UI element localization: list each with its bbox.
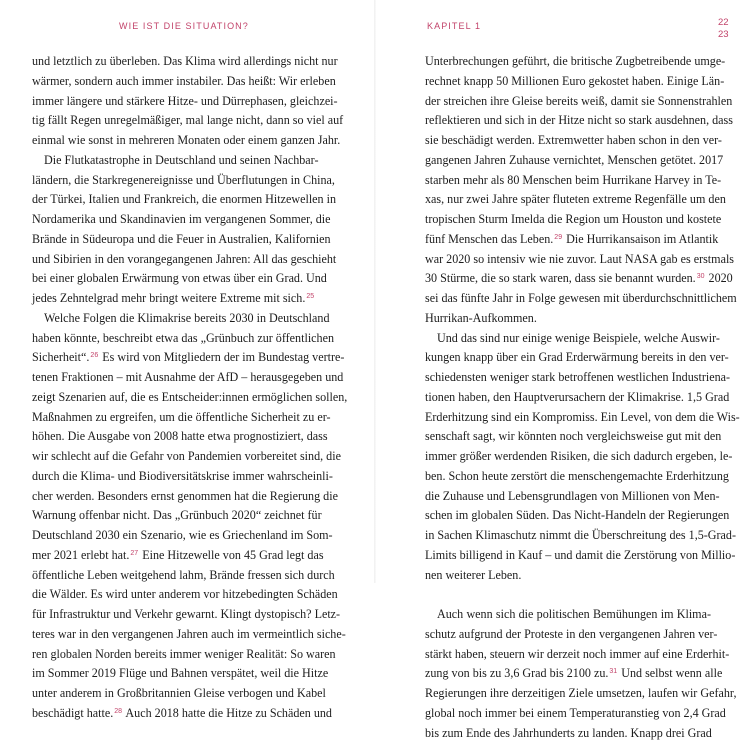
text-line [425, 230, 711, 250]
line-text: ren globalen Norden bereits immer weniger Realität: So waren [32, 647, 336, 661]
footnote-ref[interactable]: 28 [114, 708, 122, 715]
text-line [425, 546, 711, 566]
text-line [425, 704, 711, 724]
line-text: starben mehr als 80 Menschen beim Hurrikane Harvey in Te- [425, 173, 721, 187]
line-text: öffentliche Leben weitgehend lahm, Brände fressen sich durch [32, 568, 335, 582]
text-line [32, 72, 318, 92]
text-line [425, 684, 711, 704]
text-line [425, 111, 711, 131]
line-text: war 2020 so intensiv wie nie zuvor. Laut NASA gab es erstmals [425, 252, 734, 266]
text-line [425, 368, 711, 388]
line-text: Deutschland 2030 ein Szenario, wie es Griechenland im Som- [32, 528, 333, 542]
line-text: der Türkei, Italien und Frankreich, die enormen Hitzewellen in [32, 192, 336, 206]
text-line [425, 250, 711, 270]
text-line [425, 289, 711, 309]
line-text: tig fällt Regen unregelmäßiger, mal lange nicht, dann so viel auf [32, 113, 343, 127]
text-line [425, 408, 711, 428]
text-line [425, 506, 711, 526]
line-text: jedes Zehntelgrad mehr bringt weitere Extreme mit sich. [32, 291, 305, 305]
footnote-ref[interactable]: 30 [697, 273, 705, 280]
line-text-continued: Die Hurrikansaison im Atlantik [563, 232, 718, 246]
text-line [425, 566, 711, 586]
line-text: tionen haben, den Hauptverursachern der Klimakrise. 1,5 Grad [425, 390, 729, 404]
line-text: beschädigt hatte. [32, 706, 113, 720]
line-text: haben könnte, beschreibt etwa das „Grünbuch zur öffentlichen [32, 331, 334, 345]
line-text: rechnet knapp 50 Millionen Euro gekostet haben. Einige Län- [425, 74, 724, 88]
text-line [425, 526, 711, 546]
line-text: Maßnahmen zu ergreifen, um die öffentliche Sicherheit zu er- [32, 410, 331, 424]
text-line [32, 210, 318, 230]
text-line [32, 52, 318, 72]
footnote-ref[interactable]: 29 [554, 234, 562, 241]
text-line [32, 506, 318, 526]
line-text: Erderhitzung sind ein Kompromiss. Ein Level, von dem die Wis- [425, 410, 740, 424]
text-line [32, 269, 318, 289]
line-text: die Zuhause und Lebensgrundlagen von Millionen von Men- [425, 489, 720, 503]
text-line [425, 447, 711, 467]
text-line [425, 92, 711, 112]
line-text: Limits billigend in Kauf – und damit die Zerstörung von Millio- [425, 548, 735, 562]
text-line [425, 388, 711, 408]
line-text: Unterbrechungen geführt, die britische Zugbetreibende umge- [425, 54, 725, 68]
line-text: die Wälder. Es wird unter anderem vor hitzebedingten Schäden [32, 587, 338, 601]
text-line [425, 625, 711, 645]
line-text: reflektieren und sich in der Hitze nicht so stark ausdehnen, dass [425, 113, 733, 127]
line-text: höhen. Die Ausgabe von 2008 hatte etwa prognostiziert, dass [32, 429, 328, 443]
line-text: tropischen Sturm Imelda die Region um Houston und kostete [425, 212, 721, 226]
text-line [32, 250, 318, 270]
text-line [425, 72, 711, 92]
text-line [425, 724, 711, 743]
text-line [32, 309, 318, 329]
text-line [425, 190, 711, 210]
text-line [425, 171, 711, 191]
line-text: gangenen Jahren Zuhause vernichtet, Menschen getötet. 2017 [425, 153, 723, 167]
footnote-ref[interactable]: 25 [306, 293, 314, 300]
line-text: für Infrastruktur und Verkehr gewarnt. Klingt dystopisch? Letz- [32, 607, 340, 621]
book-gutter [374, 0, 376, 583]
line-text: stärkt haben, steuern wir derzeit noch immer auf eine Erderhit- [425, 647, 729, 661]
line-text: Auch wenn sich die politischen Bemühungen im Klima- [437, 607, 711, 621]
line-text: 30 Stürme, die so stark waren, dass sie benannt wurden. [425, 271, 696, 285]
footnote-ref[interactable]: 31 [609, 668, 617, 675]
text-line [32, 467, 318, 487]
line-text: bis zum Ende des Jahrhunderts zu landen. Knapp drei Grad [425, 726, 712, 740]
text-line [32, 230, 318, 250]
text-line [32, 605, 318, 625]
text-line [32, 289, 318, 309]
text-line [425, 645, 711, 665]
line-text-continued: Es wird von Mitgliedern der im Bundestag vertre- [99, 350, 344, 364]
line-text: Welche Folgen die Klimakrise bereits 2030 in Deutschland [44, 311, 330, 325]
text-line [32, 625, 318, 645]
text-line [32, 151, 318, 171]
page-number-left: 22 [718, 18, 729, 28]
line-text: wir schlecht auf die Gefahr von Pandemien vorbereitet sind, die [32, 449, 341, 463]
line-text: fünf Menschen das Leben. [425, 232, 553, 246]
text-line [32, 171, 318, 191]
line-text: schutz aufgrund der Proteste in den vergangenen Jahren ver- [425, 627, 717, 641]
text-line [425, 487, 711, 507]
text-line [32, 388, 318, 408]
line-text-continued: Eine Hitzewelle von 45 Grad legt das [139, 548, 323, 562]
line-text: zeigt Szenarien auf, die es Entscheider:innen ermöglichen sollen, [32, 390, 347, 404]
text-line [32, 585, 318, 605]
line-text: nen weiterer Leben. [425, 568, 521, 582]
line-text: zung von bis zu 3,6 Grad bis 2100 zu. [425, 666, 608, 680]
line-text: schiedensten weniger stark betroffenen westlichen Industriena- [425, 370, 730, 384]
line-text: kungen knapp über ein Grad Erderwärmung bereits in den ver- [425, 350, 729, 364]
page-number-right: 23 [718, 30, 729, 40]
text-line [32, 526, 318, 546]
text-line [32, 92, 318, 112]
line-text: tenen Fraktionen – mit Ausnahme der AfD – herausgegeben und [32, 370, 343, 384]
text-line [32, 111, 318, 131]
right-running-header: KAPITEL 1 [427, 21, 481, 31]
line-text: Sicherheit“. [32, 350, 89, 364]
line-text: unter anderem in Großbritannien Gleise verbogen und Kabel [32, 686, 326, 700]
text-line [32, 566, 318, 586]
line-text: mer 2021 erlebt hat. [32, 548, 129, 562]
line-text: Regierungen ihre derzeitigen Ziele umsetzen, laufen wir Gefahr, [425, 686, 736, 700]
line-text: xas, nur zwei Jahre später fluteten extreme Regenfälle um den [425, 192, 726, 206]
text-line [425, 210, 711, 230]
text-line [32, 348, 318, 368]
line-text: durch die Klima- und Biodiversitätskrise immer wahrscheinli- [32, 469, 333, 483]
text-line [425, 329, 711, 349]
left-running-header: WIE IST DIE SITUATION? [119, 21, 249, 31]
line-text: ländern, die Starkregenereignisse und Überflutungen in China, [32, 173, 335, 187]
line-text: bei einer globalen Erwärmung von etwas über ein Grad. Und [32, 271, 327, 285]
text-line [425, 131, 711, 151]
text-line [32, 704, 318, 724]
text-line [425, 151, 711, 171]
text-line [32, 487, 318, 507]
line-text-continued: 2020 [706, 271, 733, 285]
text-line [32, 684, 318, 704]
line-text: Die Flutkatastrophe in Deutschland und seinen Nachbar- [44, 153, 318, 167]
text-line [32, 427, 318, 447]
line-text: Und das sind nur einige wenige Beispiele, welche Auswir- [437, 331, 720, 345]
line-text: immer größer werdenden Risiken, die sich dadurch ergeben, le- [425, 449, 732, 463]
right-page-text [425, 52, 711, 743]
line-text: Brände in Südeuropa und die Feuer in Australien, Kalifornien [32, 232, 331, 246]
text-line [32, 408, 318, 428]
line-text: der streichen ihre Gleise bereits weiß, damit sie Sonnenstrahlen [425, 94, 732, 108]
text-line [32, 546, 318, 566]
text-line [425, 52, 711, 72]
line-text: sie beschädigt werden. Extremwetter haben schon in den ver- [425, 133, 722, 147]
line-text-continued: Und selbst wenn alle [618, 666, 722, 680]
text-line [32, 329, 318, 349]
text-line [425, 269, 711, 289]
line-text: immer längere und stärkere Hitze- und Dürrephasen, gleichzei- [32, 94, 338, 108]
text-line [425, 664, 711, 684]
left-page-text [32, 52, 318, 724]
text-line [32, 190, 318, 210]
text-line [425, 427, 711, 447]
text-line [425, 309, 711, 329]
line-text: schen im globalen Süden. Das Nicht-Handeln der Regierungen [425, 508, 729, 522]
line-text: teres war in den vergangenen Jahren auch im vermeintlich siche- [32, 627, 346, 641]
text-line [32, 131, 318, 151]
line-text: einmal wie sonst in mehreren Monaten oder einem ganzen Jahr. [32, 133, 340, 147]
footnote-ref[interactable]: 27 [130, 550, 138, 557]
text-line [32, 664, 318, 684]
text-line [425, 467, 711, 487]
line-text-continued: Auch 2018 hatte die Hitze zu Schäden und [123, 706, 332, 720]
text-line [425, 348, 711, 368]
line-text: senschaft sagt, wir könnten noch vergleichsweise gut mit den [425, 429, 721, 443]
line-text: wärmer, sondern auch immer instabiler. Das heißt: Wir erleben [32, 74, 336, 88]
line-text: im Sommer 2019 Flüge und Bahnen verspätet, weil die Hitze [32, 666, 328, 680]
line-text: Nordamerika und Skandinavien im vergangenen Sommer, die [32, 212, 331, 226]
line-text: ben. Schon heute zerstört die menschengemachte Erderhitzung [425, 469, 729, 483]
text-line [425, 605, 711, 625]
line-text: und Sibirien in den vorangegangenen Jahren: All das geschieht [32, 252, 336, 266]
text-line [425, 585, 711, 605]
line-text: Hurrikan-Aufkommen. [425, 311, 537, 325]
line-text: global noch immer bei einem Temperaturanstieg von 2,4 Grad [425, 706, 726, 720]
line-text: cher werden. Besonders ernst genommen hat die Regierung die [32, 489, 338, 503]
footnote-ref[interactable]: 26 [90, 352, 98, 359]
text-line [32, 447, 318, 467]
line-text: und letztlich zu überleben. Das Klima wird allerdings nicht nur [32, 54, 338, 68]
text-line [32, 645, 318, 665]
line-text: sei das fünfte Jahr in Folge gewesen mit überdurchschnittlichem [425, 291, 737, 305]
line-text: in Sachen Klimaschutz nimmt die Überschreitung des 1,5-Grad- [425, 528, 736, 542]
text-line [32, 368, 318, 388]
line-text: Warnung offenbar nicht. Das „Grünbuch 2020“ zeichnet für [32, 508, 322, 522]
